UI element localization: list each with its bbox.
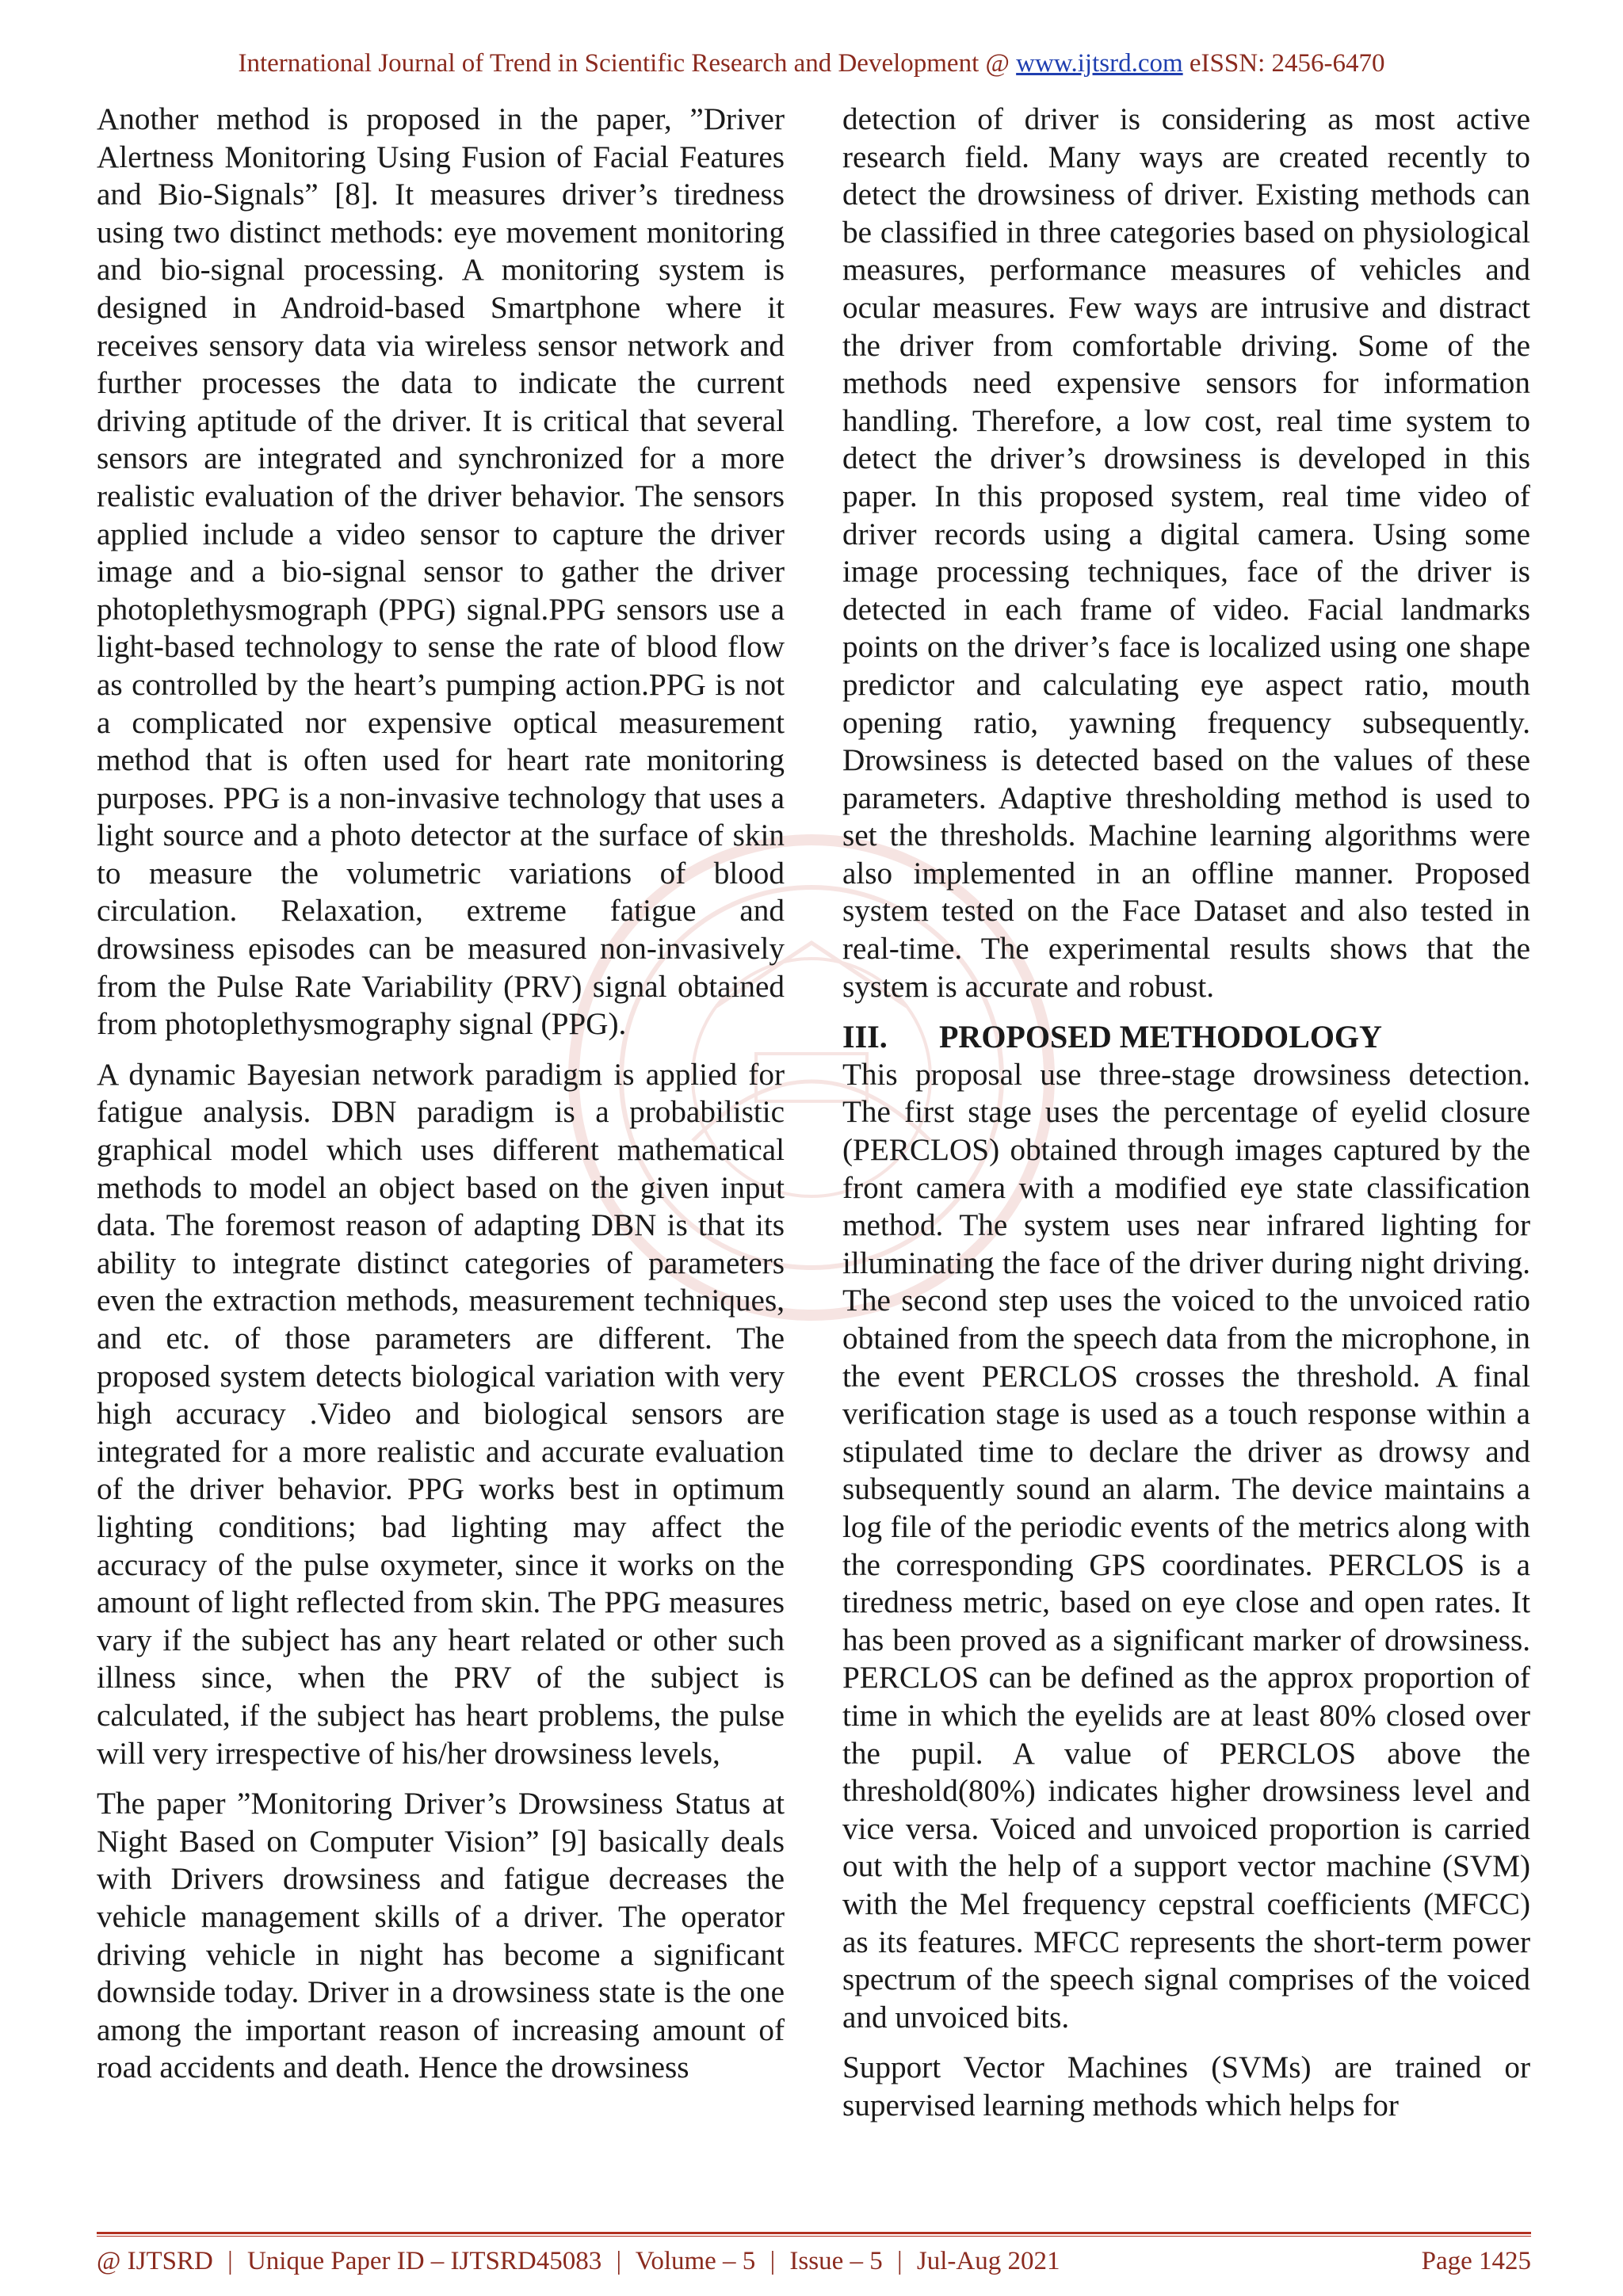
footer-paper-id: Unique Paper ID – IJTSRD45083 [246, 2247, 602, 2275]
journal-url-link[interactable]: www.ijtsrd.com [1016, 49, 1183, 78]
paragraph-dbn-paradigm: A dynamic Bayesian network paradigm is applied for fatigue analysis. DBN paradigm is a probabilistic graphical model which uses different mathematical methods to model an object based on the given input data. The foremost reason of adapting DBN is that its ability to integrate distinct categories of parameters even the extraction methods, measurement techniques, and etc. of those parameters are different. The proposed system detects biological variation with very high accuracy .Video and biological sensors are integrated for a more realistic and accurate evaluation of the driver behavior. PPG works best in optimum lighting conditions; bad lighting may affect the accuracy of the pulse oxymeter, since it works on the amount of light reflected from skin. The PPG measures vary if the subject has any heart related or other such illness since, when the PRV of the subject is calculated, if the subject has heart problems, the pulse will very irrespective of his/her drowsiness levels, [97, 1057, 785, 1771]
right-column [842, 101, 1530, 2137]
paragraph-methodology: This proposal use three-stage drowsiness detection. The first stage uses the percentage of eyelid closure (PERCLOS) obtained through images captured by the front camera with a modified eye state classification method. The system uses near infrared lighting for illuminating the face of the driver during night driving. The second step uses the voiced to the unvoiced ratio obtained from the speech data from the microphone, in the event PERCLOS crosses the threshold. A final verification stage is used as a touch response within a stipulated time to declare the driver as drowsy and subsequently sound an alarm. The device maintains a log file of the periodic events of the metrics along with the corresponding GPS coordinates. PERCLOS is a tiredness metric, based on eye close and open rates. It has been proved as a significant marker of drowsiness. PERCLOS can be defined as the approx proportion of time in which the eyelids are at least 80% closed over the pupil. A value of PERCLOS above the threshold(80%) indicates higher drowsiness level and vice versa. Voiced and unvoiced proportion is carried out with the help of a support vector machine (SVM) with the Mel frequency cepstral coefficients (MFCC) as its features. MFCC represents the short-term power spectrum of the speech signal comprises of the voiced and unvoiced bits. [842, 1057, 1530, 2035]
footer-separator: | [769, 2247, 776, 2275]
footer-issue: Issue – 5 [789, 2247, 883, 2275]
section-number: III. [842, 1019, 888, 1055]
paragraph-svm: Support Vector Machines (SVMs) are trained or supervised learning methods which helps for [842, 2050, 1530, 2122]
footer-rule-thin [97, 2236, 1531, 2237]
section-heading [842, 1018, 1530, 1056]
footer-separator: | [616, 2247, 622, 2275]
section-title: PROPOSED METHODOLOGY [939, 1019, 1382, 1055]
footer-separator: | [897, 2247, 903, 2275]
page-number: Page 1425 [1421, 2247, 1531, 2275]
paragraph-driver-alertness: Another method is proposed in the paper, ”Driver Alertness Monitoring Using Fusion of Facial Features and Bio-Signals” [8]. It measures driver’s tiredness using two distinct methods: eye movement monitoring and bio-signal processing. A monitoring system is designed in Android-based Smartphone where it receives sensory data via wireless sensor network and further processes the data to indicate the current driving aptitude of the driver. It is critical that several sensors are integrated and synchronized for a more realistic evaluation of the driver behavior. The sensors applied include a video sensor to capture the driver image and a bio-signal sensor to gather the driver photoplethysmograph (PPG) signal.PPG sensors use a light-based technology to sense the rate of blood flow as controlled by the heart’s pumping action.PPG is not a complicated nor expensive optical measurement method that is often used for heart rate monitoring purposes. PPG is a non-invasive technology that uses a light source and a photo detector at the surface of skin to measure the volumetric variations of blood circulation. Relaxation, extreme fatigue and drowsiness episodes can be measured non-invasively from the Pulse Rate Variability (PRV) signal obtained from photoplethysmography signal (PPG). [97, 102, 785, 1042]
issn: eISSN: 2456-6470 [1189, 49, 1385, 78]
footer-volume: Volume – 5 [635, 2247, 756, 2275]
page-header [0, 49, 1623, 78]
footer-rule [97, 2232, 1531, 2234]
footer-separator: | [227, 2247, 233, 2275]
page-footer [97, 2247, 1531, 2276]
footer-date: Jul-Aug 2021 [916, 2247, 1060, 2275]
left-column [97, 101, 785, 2100]
paragraph-night-monitoring: The paper ”Monitoring Driver’s Drowsiness Status at Night Based on Computer Vision” [9] basically deals with Drivers drowsiness and fatigue decreases the vehicle management skills of a driver. The operator driving vehicle in night has become a significant downside today. Driver in a drowsiness state is the one among the important reason of increasing amount of road accidents and death. Hence the drowsiness [97, 1787, 785, 2085]
footer-source: @ IJTSRD [97, 2247, 213, 2275]
paragraph-detection-intro: detection of driver is considering as most active research field. Many ways are created recently to detect the drowsiness of driver. Existing methods can be classified in three categories based on physiological measures, performance measures of vehicles and ocular measures. Few ways are intrusive and distract the driver from comfortable driving. Some of the methods need expensive sensors for information handling. Therefore, a low cost, real time system to detect the driver’s drowsiness is developed in this paper. In this proposed system, real time video of driver records using a digital camera. Using some image processing techniques, face of the driver is detected in each frame of video. Facial landmarks points on the driver’s face is localized using one shape predictor and calculating eye aspect ratio, mouth opening ratio, yawning frequency subsequently. Drowsiness is detected based on the values of these parameters. Adaptive thresholding method is used to set the thresholds. Machine learning algorithms were also implemented in an offline manner. Proposed system tested on the Face Dataset and also tested in real-time. The experimental results shows that the system is accurate and robust. [842, 102, 1530, 1004]
journal-name: International Journal of Trend in Scientific Research and Development @ [238, 49, 1010, 78]
